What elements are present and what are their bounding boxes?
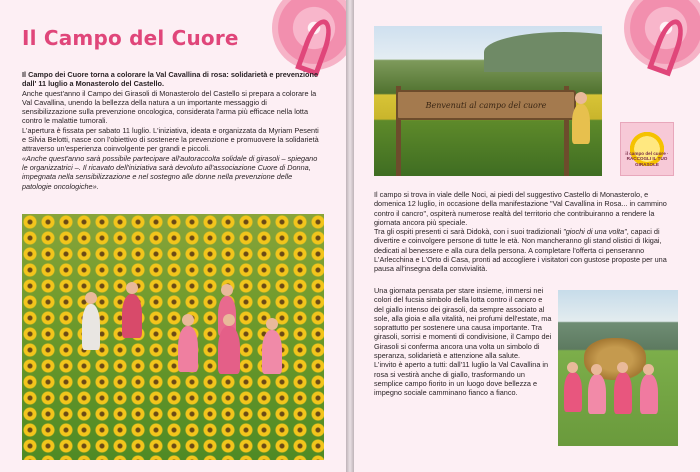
campo-del-cuore-logo xyxy=(620,122,674,176)
person-figure xyxy=(572,104,590,144)
person-head xyxy=(575,92,587,104)
group-photo xyxy=(558,290,678,446)
article-paragraph: L'invito è aperto a tutti: dall'11 luglio la Val Cavallina in rosa si vestirà anche di giallo, trasformando un semplice campo fiorito in un luogo dove bellezza e impegno sociale camminano fianco a fianco. xyxy=(374,360,549,398)
person-head xyxy=(221,284,233,296)
person-figure xyxy=(218,326,240,374)
person-figure xyxy=(82,304,100,350)
sunflower-field-photo xyxy=(22,214,324,460)
person-head xyxy=(182,314,194,326)
page-title: Il Campo del Cuore xyxy=(22,26,239,50)
article-paragraph: Il campo si trova in viale delle Noci, ai piedi del suggestivo Castello di Monasterolo, e domenica 12 luglio, in occasione della manifestazione "Val Cavallina in Rosa... in cammino contro il cancro", ospiterà numerose realtà del territorio che contribuiranno a rendere la giornata ancora più speciale. xyxy=(374,190,667,227)
person-head xyxy=(85,292,97,304)
article-paragraph: Una giornata pensata per stare insieme, immersi nei colori del fucsia simbolo della lotta contro il cancro e del giallo intenso dei girasoli, da sempre associato al sole, alla gioia e alla vitalità, nei profumi dell'estate, ma soprattutto per sostenere una causa importante. Tra girasoli, sorrisi e momenti di condivisione, il Campo dei Girasoli si conferma ancora una volta un simbolo di speranza, solidarietà e attenzione alla salute. xyxy=(374,286,552,361)
right-article-column xyxy=(374,286,552,398)
article-lead: Il Campo dei Cuore torna a colorare la Val Cavallina di rosa: solidarietà e prevenzione dall' 11 luglio a Monasterolo del Castello. xyxy=(22,70,319,89)
article-emphasis: "giochi di una volta" xyxy=(563,227,627,237)
article-text: Tra gli ospiti presenti ci sarà Didokà, con i suoi tradizionali xyxy=(374,227,564,237)
spread-gutter xyxy=(346,0,354,472)
welcome-sign-photo xyxy=(374,26,602,176)
right-article-text xyxy=(374,190,672,274)
left-page xyxy=(0,0,346,472)
person-head xyxy=(591,364,602,375)
article-paragraph xyxy=(374,227,672,273)
article-text: , capaci di divertire e coinvolgere persone di tutte le età. Non mancheranno gli stand olistici di Ikigai, dedicati al benessere e alla cura della persona. A completare l'offerta ci penseranno L'Arlecchina e L'Orto di Casa, pronti ad accogliere i visitatori con gustose proposte per una pausa all'insegna della convivialità. xyxy=(374,227,667,274)
person-head xyxy=(266,318,278,330)
person-figure xyxy=(614,372,632,414)
person-figure xyxy=(564,372,582,412)
person-head xyxy=(223,314,235,326)
article-paragraph: Anche quest'anno il Campo dei Girasoli di Monasterolo del Castello si prepara a colorare la Val Cavallina, unendo la bellezza della natura a un importante messaggio di sensibilizzazione sulla prevenzione oncologica, considerata l'arma più efficace nella lotta contro le malattie tumorali. xyxy=(22,88,317,126)
person-head xyxy=(617,362,628,373)
article-quote: «Anche quest'anno sarà possibile partecipare all'autoraccolta solidale di girasoli – spiegano le organizzatrici –. Il ricavato dell'iniziativa sarà devoluto all'associazione Cuore di Donna, impegnata nella sensibilizzazione e nel sostegno alle donne nella prevenzione delle patologie oncologiche». xyxy=(22,153,318,191)
person-head xyxy=(126,282,138,294)
person-figure xyxy=(262,330,282,374)
person-head xyxy=(643,364,654,375)
person-figure xyxy=(122,294,142,338)
person-head xyxy=(567,362,578,373)
left-article-text xyxy=(22,70,320,191)
person-figure xyxy=(178,326,198,372)
article-paragraph: L'apertura è fissata per sabato 11 luglio. L'iniziativa, ideata e organizzata da Myriam Pesenti e Silvia Belotti, nasce con l'obiettivo di sostenere la prevenzione e promuovere la solidarietà attraverso un'esperienza coinvolgente per grandi e piccoli. xyxy=(22,125,319,154)
person-figure xyxy=(640,374,658,414)
person-figure xyxy=(588,374,606,414)
mountain-shape xyxy=(484,32,602,72)
welcome-sign: Benvenuti al campo del cuore xyxy=(396,90,576,120)
logo-text: il campo del cuore · RACCOGLI IL TUO GIRASOLE xyxy=(625,151,669,167)
